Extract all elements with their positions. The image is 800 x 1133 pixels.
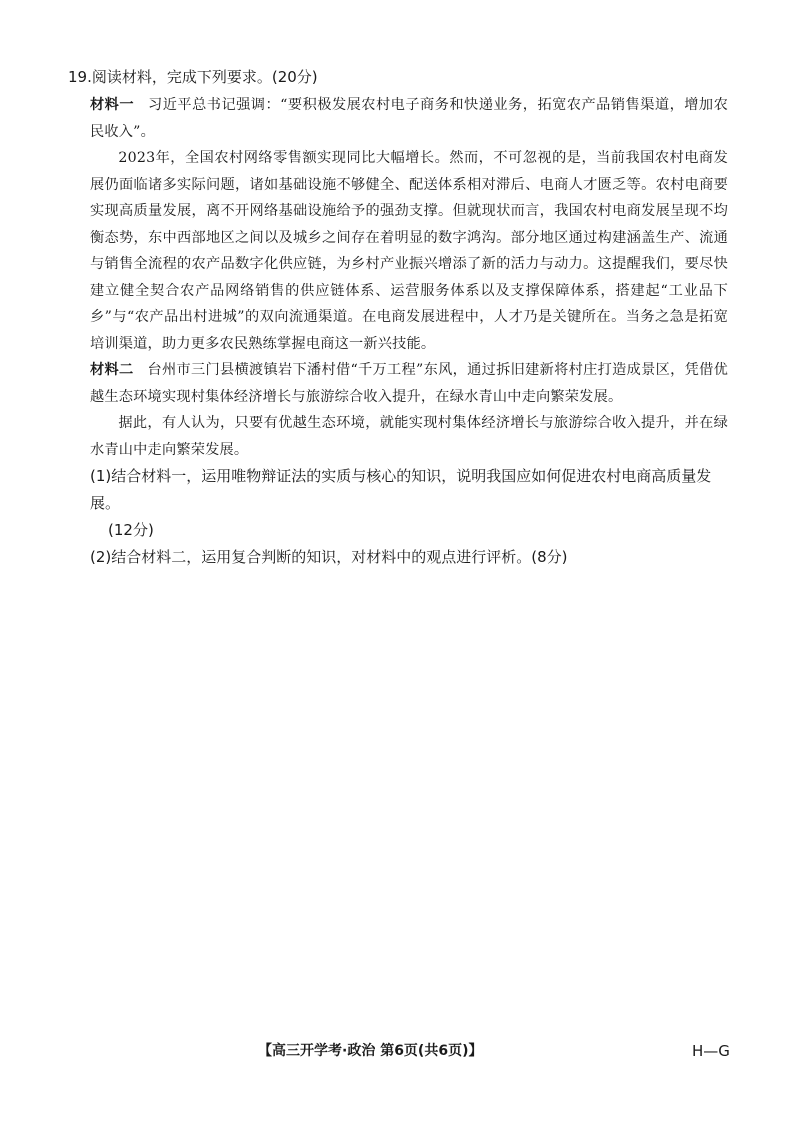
- material1-label: 材料一: [90, 97, 135, 113]
- sub-question-1-score: (12分): [108, 521, 154, 539]
- footer-code: H—G: [692, 1042, 730, 1060]
- material1-body: 2023年，全国农村网络零售额实现同比大幅增长。然而，不可忽视的是，当前我国农村电商发展仍面临诸多实际问题，诸如基础设施不够健全、配送体系相对滞后、电商人才匮乏等。农村电商要实现高质量发展，离不开网络基础设施给予的强劲支撑。但就现状而言，我国农村电商发展呈现不均衡态势，东中西部地区之间以及城乡之间存在着明显的数字鸿沟。部分地区通过构建涵盖生产、流通与销售全流程的农产品数字化供应链，为乡村产业振兴增添了新的活力与动力。这提醒我们，要尽快建立健全契合农产品网络销售的供应链体系、运营服务体系以及支撑保障体系，搭建起“工业品下乡”与“农产品出村进城”的双向流通渠道。在电商发展进程中，人才乃是关键所在。当务之急是拓宽培训渠道，助力更多农民熟练掌握电商这一新兴技能。: [90, 150, 728, 352]
- material2-intro: 台州市三门县横渡镇岩下潘村借“千万工程”东风，通过拆旧建新将村庄打造成景区，凭借优越生态环境实现村集体经济增长与旅游综合收入提升，在绿水青山中走向繁荣发展。: [90, 362, 728, 405]
- material2-body: 据此，有人认为，只要有优越生态环境，就能实现村集体经济增长与旅游综合收入提升，并在绿水青山中走向繁荣发展。: [90, 415, 728, 458]
- material2-label: 材料二: [90, 362, 134, 378]
- page-footer: [0, 1040, 800, 1064]
- question-19: [68, 64, 728, 571]
- sub-question-1: (1)结合材料一，运用唯物辩证法的实质与核心的知识，说明我国应如何促进农村电商高质量发展。: [90, 467, 712, 512]
- material1-intro: 习近平总书记强调：“要积极发展农村电子商务和快递业务，拓宽农产品销售渠道，增加农民收入”。: [90, 97, 728, 140]
- question-title: 19.阅读材料，完成下列要求。(20分): [68, 68, 318, 86]
- material2-intro-paragraph: [68, 357, 728, 410]
- material1-intro-paragraph: [68, 92, 728, 145]
- footer-page-info: 【高三开学考·政治 第6页(共6页)】: [258, 1043, 483, 1059]
- sub-question-2: (2)结合材料二，运用复合判断的知识，对材料中的观点进行评析。(8分): [90, 548, 568, 566]
